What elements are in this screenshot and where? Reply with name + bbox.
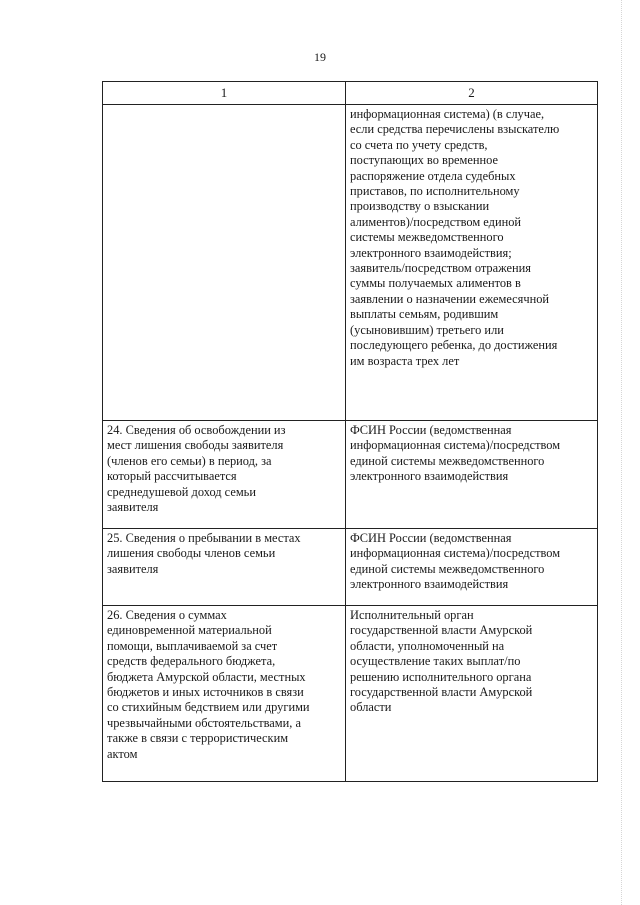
- scan-edge-line: [620, 0, 622, 905]
- cell-text: ФСИН России (ведомственная информационная система)/посредством единой системы межведомственного электронного взаимодействия: [350, 531, 561, 592]
- table-row: [103, 529, 598, 606]
- table-cell-description: [103, 529, 346, 606]
- table-cell-source: [346, 529, 598, 606]
- table-row: [103, 105, 598, 421]
- table-row: [103, 421, 598, 529]
- cell-text: 24. Сведения об освобождении из мест лишения свободы заявителя (членов его семьи) в период, за который рассчитывается среднедушевой доход семьи заявителя: [107, 423, 286, 515]
- table-header-row: [103, 82, 598, 105]
- cell-text: Исполнительный орган государственной власти Амурской области, уполномоченный на осуществление таких выплат/по решению исполнительного органа государственной власти Амурской области: [350, 608, 533, 715]
- table-cell-description: [103, 421, 346, 529]
- cell-text: ФСИН России (ведомственная информационная система)/посредством единой системы межведомственного электронного взаимодействия: [350, 423, 561, 484]
- table-cell-source: [346, 606, 598, 782]
- table-cell-description: [103, 606, 346, 782]
- page-number: 19: [314, 50, 326, 64]
- column-header-2: 2: [346, 82, 598, 105]
- document-table: [102, 81, 598, 782]
- table-cell-source: [346, 105, 598, 421]
- cell-text: 26. Сведения о суммах единовременной материальной помощи, выплачиваемой за счет средств федерального бюджета, бюджета Амурской области, местных бюджетов и иных источников в связи со стихийным бедствием или другими чрезвычайными обстоятельствами, а также в связи с террористическим актом: [107, 608, 310, 761]
- column-header-1: 1: [103, 82, 346, 105]
- cell-text: 25. Сведения о пребывании в местах лишения свободы членов семьи заявителя: [107, 531, 301, 576]
- cell-text: информационная система) (в случае, если средства перечислены взыскателю со счета по учету средств, поступающих во временное распоряжение отдела судебных приставов, по исполнительному производству о взыскании алиментов)/посредством единой системы межведомственного электронного взаимодействия; заявитель/посредством отражения суммы получаемых алиментов в заявлении о назначении ежемесячной выплаты семьям, родившим (усыновившим) третьего или последующего ребенка, до достижения им возраста трех лет: [350, 107, 560, 368]
- table-cell-source: [346, 421, 598, 529]
- table-row: [103, 606, 598, 782]
- table-cell-description: [103, 105, 346, 421]
